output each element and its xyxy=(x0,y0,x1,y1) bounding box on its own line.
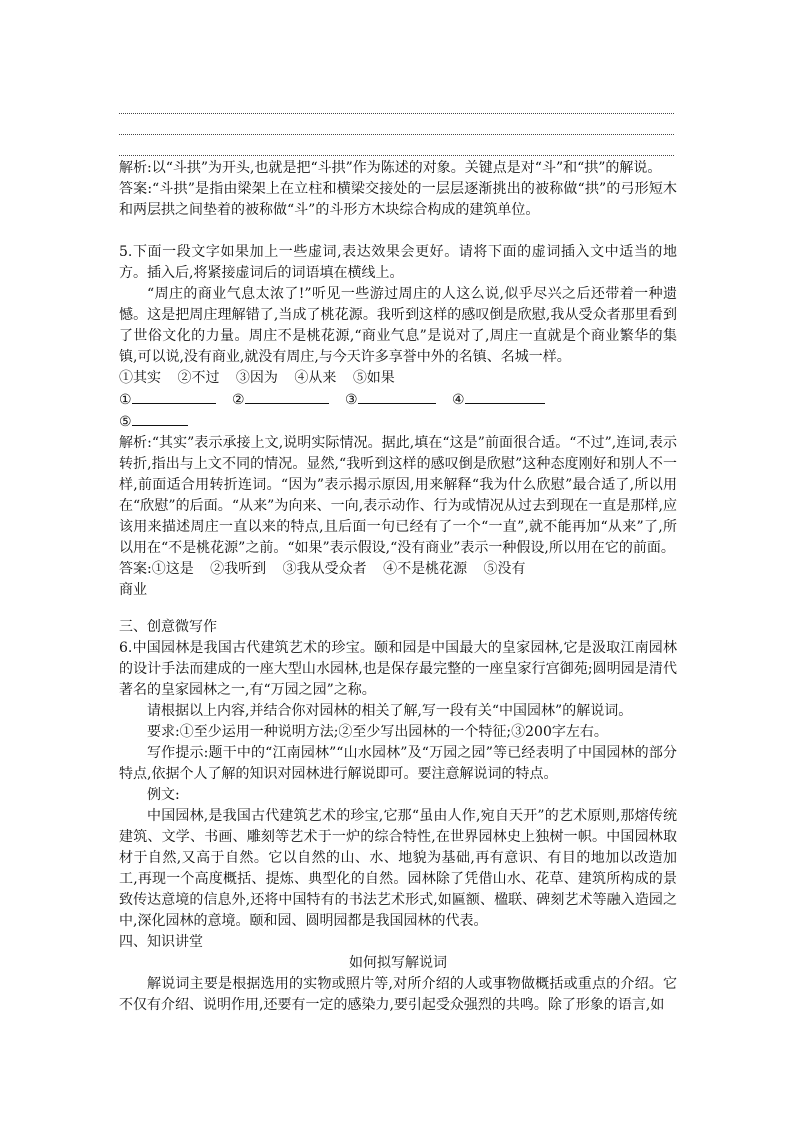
section-4-title: 如何拟写解说词 xyxy=(349,955,447,971)
exercise-5-answers xyxy=(119,559,677,580)
answer-label: 答案: xyxy=(119,561,152,577)
section-3-block xyxy=(119,617,677,932)
exercise-4-answer: 答案:“斗拱”是指由梁架上在立柱和横梁交接处的一层层逐渐挑出的被称做“拱”的弓形短木和两层拱之间垫着的被称做“斗”的斗形方木块综合构成的建筑单位。 xyxy=(119,181,677,218)
blank-5-line[interactable] xyxy=(132,411,188,426)
blank-3-line[interactable] xyxy=(358,389,436,404)
exercise-6-instruction: 请根据以上内容,并结合你对园林的相关了解,写一段有关“中国园林”的解说词。 xyxy=(147,703,633,719)
answer-1: ①这是 xyxy=(151,561,194,577)
exercise-5-question: 5.下面一段文字如果加上一些虚词,表达效果会更好。请将下面的虚词插入文中适当的地方。插入后,将紧接虚词后的词语填在横线上。 xyxy=(119,244,677,281)
exercise-5-options xyxy=(119,368,677,389)
section-4-block xyxy=(119,932,677,1016)
exercise-6-requirements: 要求:①至少运用一种说明方法;②至少写出园林的一个特征;③200字左右。 xyxy=(147,724,608,740)
answer-line-1 xyxy=(119,113,674,114)
blank-5-label: ⑤ xyxy=(119,414,132,430)
blank-3-label: ③ xyxy=(345,392,358,408)
blank-2-line[interactable] xyxy=(245,389,329,404)
blank-1-line[interactable] xyxy=(132,389,216,404)
answer-2: ②我听到 xyxy=(210,561,267,577)
option-1: ①其实 xyxy=(119,370,161,386)
exercise-5-answer-tail: 商业 xyxy=(119,582,147,598)
blank-1-label: ① xyxy=(119,392,132,408)
option-2: ②不过 xyxy=(177,370,220,386)
answer-line-2 xyxy=(119,134,674,135)
option-5: ⑤如果 xyxy=(352,370,395,386)
answer-5: ⑤没有 xyxy=(483,561,526,577)
exercise-4-analysis: 解析:以“斗拱”为开头,也就是把“斗拱”作为陈述的对象。关键点是对“斗”和“拱”的解说。 xyxy=(119,160,662,176)
blank-2-label: ② xyxy=(232,392,245,408)
exercise-5-analysis: 解析:“其实”表示承接上文,说明实际情况。据此,填在“这是”前面很合适。“不过”,连词,表示转折,指出与上文不同的情况。显然,“我听到这样的感叹倒是欣慰”这种态度刚好和别人不一样,前面适合用转折连词。“因为”表示揭示原因,用来解释“我为什么欣慰”最合适了,所以用在“欣慰”的后面。“从来”为向来、一向,表示动作、行为或情况从过去到现在一直是那样,应该用来描述周庄一直以来的特点,且后面一句已经有了一个“一直”,就不能再加“从来”了,所以用在“不是桃花源”之前。“如果”表示假设,“没有商业”表示一种假设,所以用在它的前面。 xyxy=(119,435,677,556)
exercise-5-block xyxy=(119,242,677,601)
exercise-6-question: 6.中国园林是我国古代建筑艺术的珍宝。颐和园是中国最大的皇家园林,它是汲取江南园林的设计手法而建成的一座大型山水园林,也是保存最完整的一座皇家行宫御苑;圆明园是清代著名的皇家园林之一,有“万园之园”之称。 xyxy=(119,640,677,698)
blank-4-line[interactable] xyxy=(465,389,545,404)
exercise-6-hint: 写作提示:题干中的“江南园林”“山水园林”及“万园之园”等已经表明了中国园林的部分特点,依据个人了解的知识对园林进行解说即可。要注意解说词的特点。 xyxy=(119,745,677,782)
section-4-paragraph: 解说词主要是根据选用的实物或照片等,对所介绍的人或事物做概括或重点的介绍。它不仅有介绍、说明作用,还要有一定的感染力,要引起受众强烈的共鸣。除了形象的语言,如 xyxy=(119,976,677,1013)
exercise-5-blanks-row xyxy=(119,389,677,411)
section-3-heading: 三、创意微写作 xyxy=(119,619,217,635)
exercise-5-blank-5-row xyxy=(119,411,677,433)
option-3: ③因为 xyxy=(235,370,278,386)
answer-4: ④不是桃花源 xyxy=(383,561,468,577)
blank-4-label: ④ xyxy=(452,392,465,408)
example-text: 中国园林,是我国古代建筑艺术的珍宝,它那“虽由人作,宛自天开”的艺术原则,那熔传统建筑、文学、书画、雕刻等艺术于一炉的综合特性,在世界园林史上独树一帜。中国园林取材于自然,又高于自然。它以自然的山、水、地貌为基础,再有意识、有目的地加以改造加工,再现一个高度概括、提炼、典型化的自然。园林除了凭借山水、花草、建筑所构成的景致传达意境的信息外,还将中国特有的书法艺术形式,如匾额、楹联、碑刻艺术等融入造园之中,深化园林的意境。颐和园、圆明园都是我国园林的代表。 xyxy=(119,808,677,929)
answer-3: ③我从受众者 xyxy=(282,561,367,577)
example-label: 例文: xyxy=(147,787,180,803)
answer-line-3 xyxy=(119,155,674,156)
option-4: ④从来 xyxy=(294,370,337,386)
section-4-heading: 四、知识讲堂 xyxy=(119,934,203,950)
exercise-5-passage: “周庄的商业气息太浓了!”听见一些游过周庄的人这么说,似乎尽兴之后还带着一种遗憾。这是把周庄理解错了,当成了桃花源。我听到这样的感叹倒是欣慰,我从受众者那里看到了世俗文化的力量。周庄不是桃花源,“商业气息”是说对了,周庄一直就是个商业繁华的集镇,可以说,没有商业,就没有周庄,与今天许多享誉中外的名镇、名城一样。 xyxy=(119,286,677,365)
exercise-4-block xyxy=(119,158,677,221)
